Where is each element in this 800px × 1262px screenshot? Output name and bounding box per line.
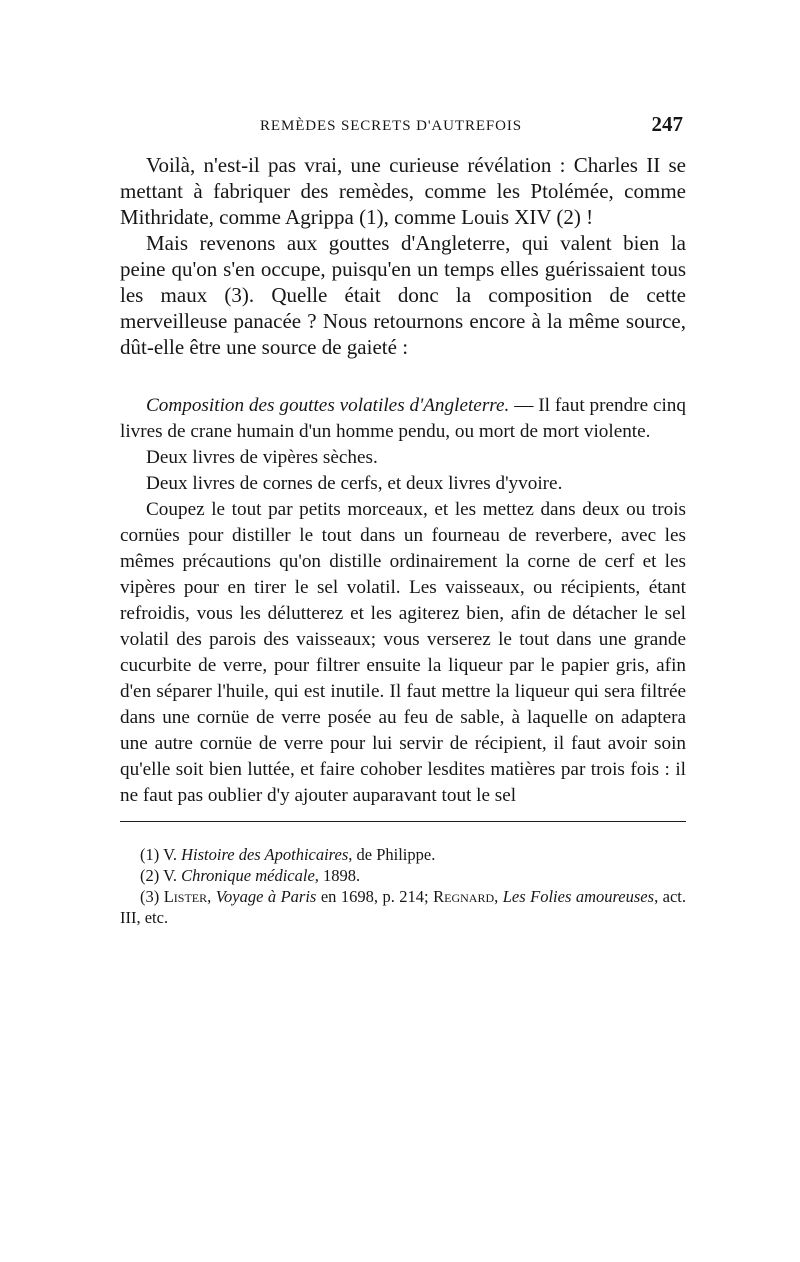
footnote-work-title: Chronique médicale <box>181 866 315 885</box>
running-head <box>120 112 686 142</box>
recipe-item: Deux livres de vipères sèches. <box>146 447 378 468</box>
running-title: REMÈDES SECRETS D'AUTREFOIS <box>260 118 523 134</box>
footnote-rule <box>120 821 686 822</box>
footnote-work-title: Voyage à Paris <box>215 887 317 906</box>
recipe-item: Deux livres de cornes de cerfs, et deux livres d'yvoire. <box>146 473 563 494</box>
recipe-instructions: Coupez le tout par petits morceaux, et les mettez dans deux ou trois cornües pour distiller le tout dans un fourneau de reverbere, avec les mêmes précautions qu'on distille ordinairement la corne de cerf et les vipères pour en tirer le sel volatil. Les vaisseaux, ou récipients, étant refroidis, vous les délutterez et les agiterez bien, afin de détacher le sel volatil des parois des vaisseaux; vous verserez le tout dans une grande cucurbite de verre, pour filtrer ensuite la liqueur par le papier gris, afin d'en séparer l'huile, qui est inutile. Il faut mettre la liqueur qui sera filtrée dans une cornüe de verre posée au feu de sable, à laquelle on adaptera une autre cornüe de verre pour lui servir de récipient, il faut avoir soin qu'elle soit bien luttée, et faire cohober lesdites matières par trois fois : il ne faut pas oublier d'y ajouter auparavant tout le sel <box>120 499 686 806</box>
footnote-work-title: Histoire des Apothicaires <box>181 845 349 864</box>
footnote-author: Regnard <box>433 887 495 906</box>
footnotes <box>120 844 686 928</box>
footnote: (1) V. Histoire des Apothicaires, de Philippe. <box>140 845 436 864</box>
footnote: (2) V. Chronique médicale, 1898. <box>140 866 361 885</box>
recipe-opening <box>120 393 686 445</box>
quoted-recipe <box>120 393 686 809</box>
book-page <box>120 112 686 928</box>
body-paragraph: Voilà, n'est-il pas vrai, une curieuse révélation : Charles II se mettant à fabriquer des remèdes, comme les Ptolémée, comme Mithridate, comme Agrippa (1), comme Louis XIV (2) ! <box>120 153 686 229</box>
footnote-author: Lister <box>163 887 208 906</box>
footnote-work-title: Les Folies amoureuses <box>502 887 655 906</box>
main-text <box>120 152 686 360</box>
recipe-intro: — Il faut prendre cinq livres de crane humain d'un homme pendu, ou mort de mort violente. <box>120 395 686 442</box>
footnote: (3) Lister, Voyage à Paris en 1698, p. 214; Regnard, Les Folies amoureuses, act. III, etc. <box>120 887 687 927</box>
body-paragraph: Mais revenons aux gouttes d'Angleterre, qui valent bien la peine qu'on s'en occupe, puisqu'en un temps elles guérissaient tous les maux (3). Quelle était donc la composition de cette merveilleuse panacée ? Nous retournons encore à la même source, dût-elle être une source de gaieté : <box>120 231 686 359</box>
recipe-title: Composition des gouttes volatiles d'Angleterre. <box>146 395 510 416</box>
page-number: 247 <box>651 112 683 136</box>
